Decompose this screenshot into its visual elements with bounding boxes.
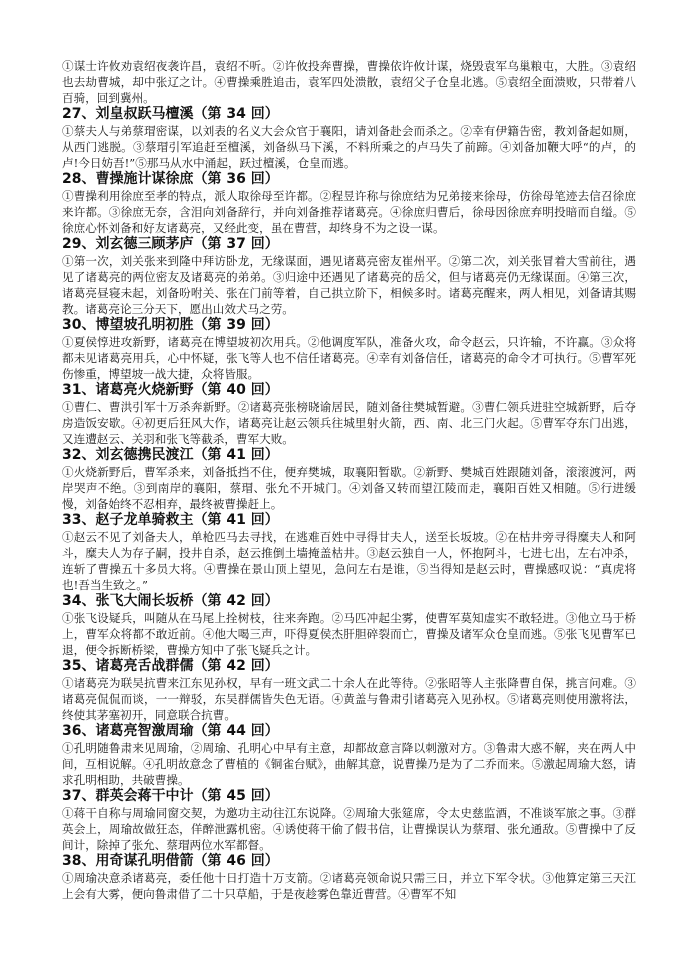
story-section <box>62 512 636 593</box>
section-heading: 28、曹操施计谋徐庶（第 36 回） <box>62 171 279 187</box>
story-section <box>62 853 636 902</box>
story-section <box>62 317 636 382</box>
story-section <box>62 593 636 658</box>
section-text: ①赵云不见了刘备夫人，单枪匹马去寻找，在逃难百姓中寻得甘夫人，送至长坂坡。②在枯井旁寻得糜夫人和阿斗，糜夫人为存子嗣，投井自杀，赵云推倒土墙掩盖枯井。③赵云独自一人，怀抱阿斗，七进七出，左右冲杀，连斩了曹操五十多员大将。④曹操在景山顶上望见，急问左右是谁，⑤当得知是赵云时，曹操感叹说：“真虎将也!吾当生致之。” <box>62 530 636 592</box>
intro-paragraph: ①谋士许攸劝袁绍夜袭许昌，袁绍不听。②许攸投奔曹操，曹操依许攸计谋，烧毁袁军乌巢粮屯，大胜。③袁绍也去劫曹城，却中张辽之计。④曹操乘胜追击，袁军四处溃散，袁绍父子仓皇北逃。⑤袁绍全面溃败，只带着八百骑，回到冀州。 <box>62 59 636 105</box>
section-text: ①孔明随鲁肃来见周瑜，②周瑜、孔明心中早有主意，却都故意言降以刺激对方。③鲁肃大惑不解，夹在两人中间，互相说解。④孔明故意念了曹植的《铜雀台赋》，曲解其意，说曹操乃是为了二乔而来。⑤激起周瑜大怒，请求孔明相助，共破曹操。 <box>62 741 636 787</box>
section-heading: 30、博望坡孔明初胜（第 39 回） <box>62 317 279 333</box>
story-section-list <box>62 106 636 902</box>
section-heading: 27、刘皇叔跃马檀溪（第 34 回） <box>62 106 279 122</box>
section-heading: 36、诸葛亮智激周瑜（第 44 回） <box>62 723 279 739</box>
section-heading: 37、群英会蒋干中计（第 45 回） <box>62 788 279 804</box>
story-section <box>62 171 636 236</box>
section-text: ①第一次，刘关张来到隆中拜访卧龙，无缘谋面，遇见诸葛亮密友崔州平。②第二次，刘关张冒着大雪前往，遇见了诸葛亮的两位密友及诸葛亮的弟弟。③归途中还遇见了诸葛亮的岳父，但与诸葛亮仍无缘谋面。④第三次，诸葛亮昼寝未起，刘备吩咐关、张在门前等着，自己拱立阶下，相候多时。诸葛亮醒来，两人相见，刘备请其赐教。诸葛亮论三分天下，愿出山效犬马之劳。 <box>62 254 636 316</box>
section-heading: 35、诸葛亮舌战群儒（第 42 回） <box>62 658 279 674</box>
section-text: ①蒋干自称与周瑜同窗交契，为邀功主动往江东说降。②周瑜大张筵席，令太史慈监酒，不准谈军旅之事。③群英会上，周瑜故做狂态，佯醉泄露机密。④诱使蒋干偷了假书信，让曹操误认为蔡瑁、张允通敌。⑤曹操中了反间计，除掉了张允、蔡瑁两位水军都督。 <box>62 806 636 852</box>
section-heading: 33、赵子龙单骑救主（第 41 回） <box>62 512 279 528</box>
story-section <box>62 236 636 317</box>
section-text: ①夏侯惇进攻新野，诸葛亮在博望坡初次用兵。②他调度军队，准备火攻，命令赵云，只许输，不许赢。③众将都未见诸葛亮用兵，心中怀疑，张飞等人也不信任诸葛亮。④幸有刘备信任，诸葛亮的命令才可执行。⑤曹军死伤惨重，博望坡一战大捷，众将皆服。 <box>62 335 636 381</box>
section-text: ①火烧新野后，曹军杀来，刘备抵挡不住，便弃樊城，取襄阳暂歇。②新野、樊城百姓跟随刘备，滚滚渡河，两岸哭声不绝。③到南岸的襄阳，蔡瑁、张允不开城门。④刘备又转而望江陵而走，襄阳百姓又相随。⑤行进缓慢，刘备始终不忍相弃，最终被曹操赶上。 <box>62 465 636 511</box>
section-text: ①张飞设疑兵，叫随从在马尾上拴树枝，往来奔跑。②马匹冲起尘雾，使曹军莫知虚实不敢轻进。③他立马于桥上，曹军众将都不敢近前。④他大喝三声，吓得夏侯杰肝胆碎裂而亡，曹操及诸军众仓皇而逃。⑤张飞见曹军已退，便令拆断桥梁，曹操方知中了张飞疑兵之计。 <box>62 611 636 657</box>
section-heading: 32、刘玄德携民渡江（第 41 回） <box>62 447 279 463</box>
section-text: ①曹操利用徐庶至孝的特点，派人取徐母至许都。②程昱许称与徐庶结为兄弟接来徐母，仿徐母笔迹去信召徐庶来许都。③徐庶无奈，含泪向刘备辞行，并向刘备推荐诸葛亮。④徐庶归曹后，徐母因徐庶弃明投暗而自缢。⑤徐庶心怀刘备和好友诸葛亮，又经此变，虽在曹营，却终身不为之设一谋。 <box>62 189 636 235</box>
section-heading: 34、张飞大闹长坂桥（第 42 回） <box>62 593 279 609</box>
story-section <box>62 788 636 853</box>
story-section <box>62 447 636 512</box>
section-text: ①蔡夫人与弟蔡瑁密谋，以刘表的名义大会众官于襄阳，请刘备赴会而杀之。②幸有伊籍告密，教刘备起如厕，从西门逃脱。③蔡瑁引军追赶至檀溪，刘备纵马下溪，不料所乘之的卢马失了前蹄。④刘备加鞭大呼“的卢，的卢!今日妨吾!”⑤那马从水中涌起，跃过檀溪，仓皇而逃。 <box>62 124 636 170</box>
section-text: ①周瑜决意杀诸葛亮，委任他十日打造十万支箭。②诸葛亮领命说只需三日，并立下军令状。③他算定第三天江上会有大雾，便向鲁肃借了二十只草船，于是夜趁雾色靠近曹营。④曹军不知 <box>62 871 636 901</box>
story-section <box>62 382 636 447</box>
story-section <box>62 658 636 723</box>
section-text: ①诸葛亮为联吴抗曹来江东见孙权，早有一班文武二十余人在此等待。②张昭等人主张降曹自保，挑言问难。③诸葛亮侃侃而谈，一一辩驳，东吴群儒皆失色无语。④黄盖与鲁肃引诸葛亮入见孙权。⑤诸葛亮则使用激将法，终使其茅塞初开，同意联合抗曹。 <box>62 676 636 722</box>
section-heading: 31、诸葛亮火烧新野（第 40 回） <box>62 382 279 398</box>
section-heading: 29、刘玄德三顾茅庐（第 37 回） <box>62 236 279 252</box>
story-section <box>62 106 636 171</box>
section-heading: 38、用奇谋孔明借箭（第 46 回） <box>62 853 279 869</box>
section-text: ①曹仁、曹洪引军十万杀奔新野。②诸葛亮张榜晓谕居民，随刘备往樊城暂避。③曹仁领兵进驻空城新野，后夺房造饭安歇。④初更后狂风大作，诸葛亮让赵云领兵往城里射火箭，西、南、北三门火起。⑤曹军夺东门出逃，又连遭赵云、关羽和张飞等截杀，曹军大败。 <box>62 400 636 446</box>
story-section <box>62 723 636 788</box>
